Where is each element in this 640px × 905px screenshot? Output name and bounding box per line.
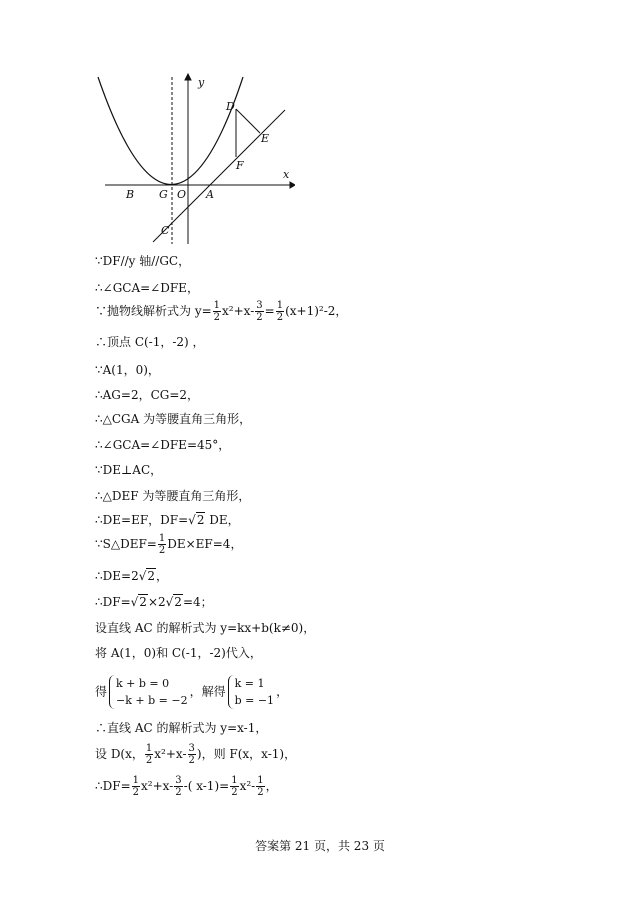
label-c: C	[161, 224, 170, 237]
frac-half: $\frac{1}{2}$	[257, 775, 264, 798]
label-o: O	[177, 188, 187, 201]
solution-line-3: ∵抛物线解析式为 y= $\frac{1}{2}$ x²+x- $\frac{3}{2}$ = $\frac{1}{2}$ (x+1)²-2，	[95, 300, 348, 323]
label-x: x	[283, 168, 290, 181]
solution-line-19: 设 D(x， $\frac{1}{2}$ x²+x- $\frac{3}{2}$ )，则 F(x，x-1)，	[95, 743, 297, 766]
solution-line-8: ∴∠GCA=∠DFE=45°，	[95, 438, 231, 452]
solution-line-12: ∵S△DEF= $\frac{1}{2}$ DE×EF=4，	[95, 533, 243, 556]
label-g: G	[159, 188, 168, 201]
label-a: A	[206, 188, 214, 201]
segment-de	[236, 109, 260, 133]
label-f: F	[236, 159, 244, 172]
equation-system-2: k = 1 b = −1	[228, 675, 274, 709]
solution-line-7: ∴△CGA 为等腰直角三角形，	[95, 412, 252, 426]
solution-line-5: ∵A(1，0)，	[95, 363, 160, 377]
frac-half: $\frac{1}{2}$	[231, 775, 238, 798]
frac-half: $\frac{1}{2}$	[132, 775, 140, 798]
label-d: D	[226, 100, 235, 113]
solution-line-14: ∴DF=√2×2√2=4；	[95, 595, 213, 609]
parabola-figure	[95, 72, 295, 247]
frac-three-halves: $\frac{3}{2}$	[188, 743, 195, 766]
frac-three-halves: $\frac{3}{2}$	[175, 775, 182, 798]
frac-half: $\frac{1}{2}$	[145, 743, 153, 766]
solution-line-18: ∴直线 AC 的解析式为 y=x-1，	[95, 721, 268, 735]
parabola-curve	[98, 77, 243, 185]
page-footer: 答案第 21 页，共 23 页	[255, 839, 385, 853]
label-b: B	[126, 188, 135, 201]
solution-line-16: 将 A(1，0)和 C(-1，-2)代入，	[95, 646, 262, 660]
solution-line-6: ∴AG=2，CG=2，	[95, 388, 200, 402]
solution-line-9: ∵DE⊥AC，	[95, 463, 163, 477]
x-axis-arrow	[290, 182, 295, 188]
line-ac	[153, 110, 285, 242]
frac-half: $\frac{1}{2}$	[213, 300, 221, 323]
solution-line-15: 设直线 AC 的解析式为 y=kx+b(k≠0)，	[95, 621, 316, 635]
equation-system-1: k + b = 0 −k + b = −2	[109, 675, 188, 709]
solution-line-4: ∴顶点 C(-1，-2) ，	[95, 335, 205, 349]
solution-line-2: ∴∠GCA=∠DFE，	[95, 281, 199, 295]
y-axis-arrow	[185, 74, 191, 80]
axes	[105, 74, 295, 244]
frac-half: $\frac{1}{2}$	[158, 533, 166, 556]
solution-line-10: ∴△DEF 为等腰直角三角形，	[95, 489, 251, 503]
frac-half: $\frac{1}{2}$	[276, 300, 284, 323]
solution-line-13: ∴DE=2√2，	[95, 569, 169, 583]
solution-line-11: ∴DE=EF，DF=√2 DE，	[95, 513, 240, 527]
solution-line-20: ∴DF= $\frac{1}{2}$ x²+x- $\frac{3}{2}$ -( x-1)= $\frac{1}{2}$ x²- $\frac{1}{2}$ ，	[95, 775, 278, 798]
frac-three-halves: $\frac{3}{2}$	[256, 300, 263, 323]
solution-line-17: 得 k + b = 0 −k + b = −2 ，解得 k = 1 b = −1 ，	[95, 677, 289, 707]
label-e: E	[261, 132, 270, 145]
label-y: y	[198, 76, 205, 89]
solution-line-1: ∵DF//y 轴//GC，	[95, 254, 191, 268]
